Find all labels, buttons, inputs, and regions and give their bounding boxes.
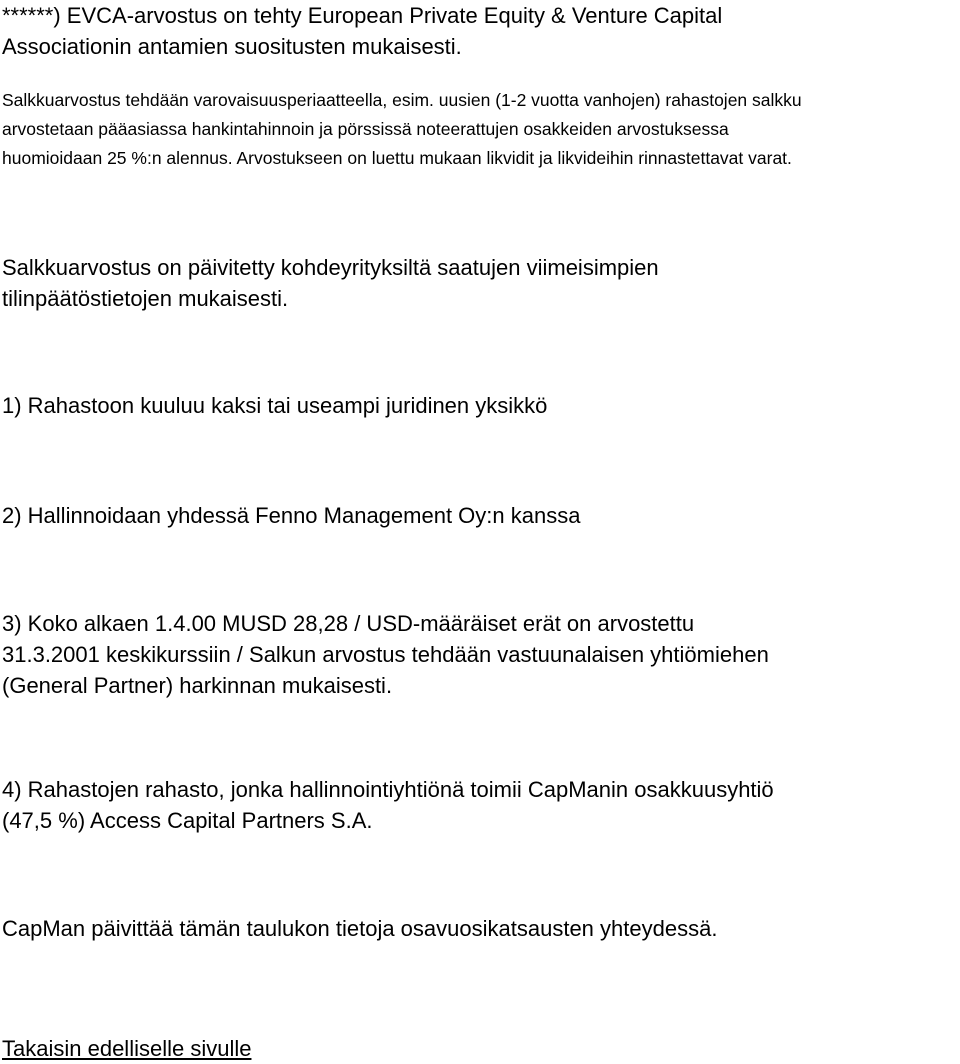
footnote-evca-line-2: Associationin antamien suositusten mukaisesti. — [2, 34, 462, 59]
footnote-4-line-2: (47,5 %) Access Capital Partners S.A. — [2, 808, 373, 833]
footnote-1-line-1: 1) Rahastoon kuuluu kaksi tai useampi juridinen yksikkö — [2, 393, 548, 418]
footnote-3-line-2: 31.3.2001 keskikurssiin / Salkun arvostus tehdään vastuunalaisen yhtiömiehen — [2, 642, 769, 667]
footnote-4-line-1: 4) Rahastojen rahasto, jonka hallinnointiyhtiönä toimii CapManin osakkuusyhtiö — [2, 777, 774, 802]
valuation-principles-line-2: arvostetaan pääasiassa hankintahinnoin ja pörssissä noteerattujen osakkeiden arvostuksessa — [2, 119, 729, 139]
update-schedule-note — [2, 913, 717, 944]
valuation-principles-line-3: huomioidaan 25 %:n alennus. Arvostukseen on luettu mukaan likvidit ja likvideihin rinnastettavat varat. — [2, 148, 792, 168]
update-note-line-1: Salkkuarvostus on päivitetty kohdeyrityksiltä saatujen viimeisimpien — [2, 255, 659, 280]
footnote-4 — [2, 774, 774, 836]
back-link[interactable]: Takaisin edelliselle sivulle — [2, 1036, 252, 1061]
footnote-3-line-1: 3) Koko alkaen 1.4.00 MUSD 28,28 / USD-määräiset erät on arvostettu — [2, 611, 695, 636]
back-link-container — [2, 1033, 251, 1064]
update-note-line-2: tilinpäätöstietojen mukaisesti. — [2, 286, 289, 311]
update-schedule-line-1: CapMan päivittää tämän taulukon tietoja osavuosikatsausten yhteydessä. — [2, 916, 718, 941]
update-note — [2, 252, 659, 314]
footnote-2 — [2, 500, 580, 531]
footnote-evca — [2, 0, 722, 62]
footnote-evca-line-1: ******) EVCA-arvostus on tehty European Private Equity & Venture Capital — [2, 3, 723, 28]
valuation-principles-line-1: Salkkuarvostus tehdään varovaisuusperiaatteella, esim. uusien (1-2 vuotta vanhojen) rahastojen salkku — [2, 90, 802, 110]
footnote-2-line-1: 2) Hallinnoidaan yhdessä Fenno Management Oy:n kanssa — [2, 503, 581, 528]
footnote-1 — [2, 390, 547, 421]
footnote-3 — [2, 608, 769, 701]
footnote-3-line-3: (General Partner) harkinnan mukaisesti. — [2, 673, 393, 698]
valuation-principles — [2, 86, 802, 173]
